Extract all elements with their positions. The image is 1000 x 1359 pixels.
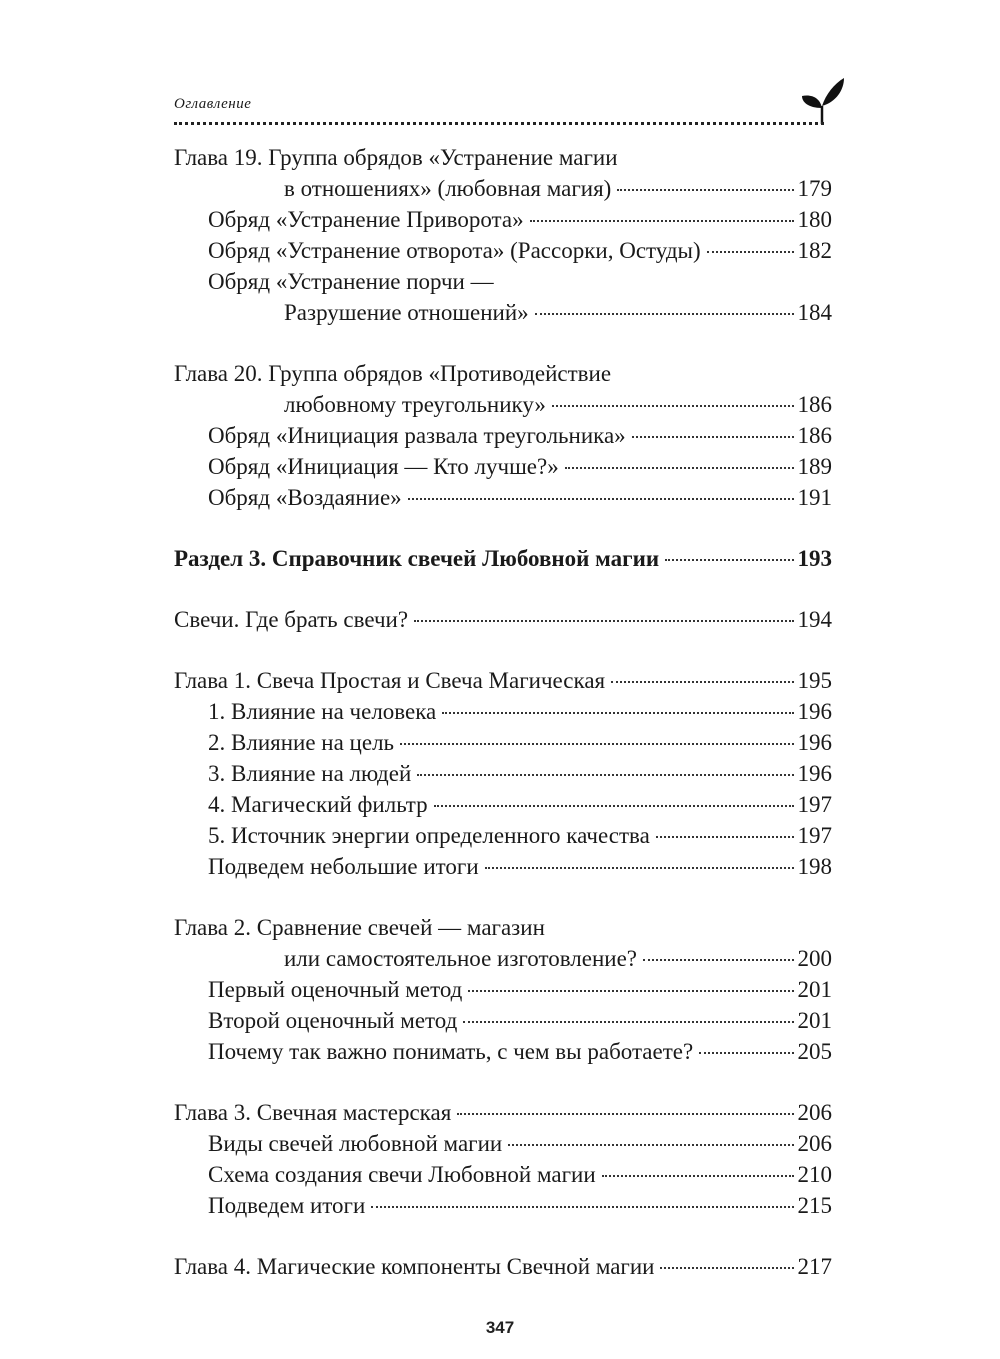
toc-entry-title: Виды свечей любовной магии bbox=[208, 1131, 503, 1156]
leader-dots bbox=[535, 313, 794, 315]
toc-entry-page: 186 bbox=[797, 423, 832, 448]
leader-dots bbox=[665, 559, 793, 561]
toc-entry-page: 197 bbox=[797, 823, 832, 848]
toc-entry[interactable] bbox=[174, 1251, 832, 1282]
toc-entry-page: 194 bbox=[797, 607, 832, 632]
toc-entry[interactable] bbox=[174, 665, 832, 696]
toc-entry-page: 195 bbox=[797, 668, 832, 693]
toc-entry-page: 206 bbox=[797, 1131, 832, 1156]
toc-entry[interactable] bbox=[174, 789, 832, 820]
toc-entry-page: 191 bbox=[797, 485, 832, 510]
leader-dots bbox=[463, 1021, 793, 1023]
toc-entry-title: Второй оценочный метод bbox=[208, 1008, 458, 1033]
leader-dots bbox=[611, 681, 793, 683]
toc-entry[interactable] bbox=[174, 1190, 832, 1221]
toc-entry-page: 184 bbox=[797, 300, 832, 325]
toc-entry[interactable] bbox=[174, 604, 832, 635]
leader-dots bbox=[656, 836, 794, 838]
toc-entry-title: Глава 20. Группа обрядов «Противодействие bbox=[174, 361, 612, 386]
toc-entry-page: 215 bbox=[797, 1193, 832, 1218]
toc-section-entry[interactable] bbox=[174, 543, 832, 574]
leader-dots bbox=[457, 1113, 793, 1115]
leader-dots bbox=[632, 436, 794, 438]
leader-dots bbox=[508, 1144, 793, 1146]
toc-entry-title: Обряд «Устранение отворота» (Рассорки, Остуды) bbox=[208, 238, 701, 263]
leader-dots bbox=[643, 959, 793, 961]
toc-entry[interactable] bbox=[174, 758, 832, 789]
toc-entry-title: Обряд «Устранение порчи — bbox=[208, 269, 494, 294]
toc-entry[interactable] bbox=[174, 696, 832, 727]
toc-entry-page: 201 bbox=[797, 1008, 832, 1033]
toc-entry-page: 200 bbox=[797, 946, 832, 971]
toc-entry[interactable] bbox=[174, 173, 832, 204]
leader-dots bbox=[408, 498, 794, 500]
toc-entry[interactable] bbox=[174, 451, 832, 482]
toc-entry-title: Обряд «Инициация развала треугольника» bbox=[208, 423, 626, 448]
toc-entry-title: Подведем небольшие итоги bbox=[208, 854, 479, 879]
toc-entry-title: Глава 4. Магические компоненты Свечной магии bbox=[174, 1254, 655, 1279]
toc-entry-title: Схема создания свечи Любовной магии bbox=[208, 1162, 596, 1187]
toc-entry-title: Подведем итоги bbox=[208, 1193, 366, 1218]
leader-dots bbox=[699, 1052, 793, 1054]
toc-entry-title: Глава 19. Группа обрядов «Устранение магии bbox=[174, 145, 618, 170]
leader-dots bbox=[371, 1206, 793, 1208]
toc-entry-title: Разрушение отношений» bbox=[284, 300, 529, 325]
leader-dots bbox=[660, 1267, 793, 1269]
toc-entry-title: 3. Влияние на людей bbox=[208, 761, 412, 786]
toc-entry-page: 182 bbox=[797, 238, 832, 263]
running-header-title: Оглавление bbox=[174, 96, 252, 112]
toc-entry-title: в отношениях» (любовная магия) bbox=[284, 176, 612, 201]
toc-entry-page: 180 bbox=[797, 207, 832, 232]
toc-entry[interactable] bbox=[174, 851, 832, 882]
toc-entry-page: 196 bbox=[797, 699, 832, 724]
toc-entry-title: любовному треугольнику» bbox=[284, 392, 546, 417]
toc-entry[interactable] bbox=[174, 420, 832, 451]
toc-entry[interactable] bbox=[174, 142, 832, 173]
toc-entry-title: Обряд «Воздаяние» bbox=[208, 485, 402, 510]
toc-entry[interactable] bbox=[174, 820, 832, 851]
toc-entry[interactable] bbox=[174, 266, 832, 297]
toc-entry-title: Раздел 3. Справочник свечей Любовной магии bbox=[174, 546, 660, 571]
toc-entry[interactable] bbox=[174, 389, 832, 420]
leader-dots bbox=[414, 620, 793, 622]
toc-entry-page: 196 bbox=[797, 761, 832, 786]
leader-dots bbox=[565, 467, 794, 469]
leader-dots bbox=[442, 712, 793, 714]
leader-dots bbox=[434, 805, 794, 807]
toc-entry[interactable] bbox=[174, 1097, 832, 1128]
toc-entry[interactable] bbox=[174, 1159, 832, 1190]
toc-entry-page: 186 bbox=[797, 392, 832, 417]
leader-dots bbox=[602, 1175, 794, 1177]
toc-entry[interactable] bbox=[174, 235, 832, 266]
toc-entry[interactable] bbox=[174, 943, 832, 974]
toc-entry-page: 206 bbox=[797, 1100, 832, 1125]
toc-entry-page: 205 bbox=[797, 1039, 832, 1064]
toc-entry-title: 2. Влияние на цель bbox=[208, 730, 395, 755]
toc-entry[interactable] bbox=[174, 204, 832, 235]
toc-entry[interactable] bbox=[174, 358, 832, 389]
leaf-sprout-icon bbox=[800, 76, 846, 126]
toc-entry-title: 4. Магический фильтр bbox=[208, 792, 428, 817]
toc-entry-page: 189 bbox=[797, 454, 832, 479]
toc-entry-title: Свечи. Где брать свечи? bbox=[174, 607, 409, 632]
toc-entry[interactable] bbox=[174, 727, 832, 758]
toc-entry[interactable] bbox=[174, 912, 832, 943]
leader-dots bbox=[617, 189, 793, 191]
leader-dots bbox=[707, 251, 794, 253]
toc-entry-title: Обряд «Устранение Приворота» bbox=[208, 207, 524, 232]
toc-entry-page: 210 bbox=[797, 1162, 832, 1187]
toc-entry-page: 217 bbox=[797, 1254, 832, 1279]
leader-dots bbox=[468, 990, 793, 992]
toc-entry-title: Первый оценочный метод bbox=[208, 977, 463, 1002]
toc-entry[interactable] bbox=[174, 482, 832, 513]
leader-dots bbox=[485, 867, 794, 869]
page-number: 347 bbox=[485, 1318, 515, 1337]
toc-entry[interactable] bbox=[174, 974, 832, 1005]
toc-entry-page: 198 bbox=[797, 854, 832, 879]
toc-entry-title: 5. Источник энергии определенного качества bbox=[208, 823, 650, 848]
leader-dots bbox=[552, 405, 794, 407]
leader-dots bbox=[530, 220, 794, 222]
leader-dots bbox=[417, 774, 793, 776]
toc-entry[interactable] bbox=[174, 1128, 832, 1159]
toc-entry-title: Глава 3. Свечная мастерская bbox=[174, 1100, 452, 1125]
toc-entry-page: 193 bbox=[797, 546, 832, 571]
table-of-contents bbox=[174, 142, 832, 1282]
toc-entry-page: 196 bbox=[797, 730, 832, 755]
toc-entry-page: 201 bbox=[797, 977, 832, 1002]
toc-entry-title: Глава 2. Сравнение свечей — магазин bbox=[174, 915, 545, 940]
toc-entry-title: или самостоятельное изготовление? bbox=[284, 946, 638, 971]
toc-entry-title: 1. Влияние на человека bbox=[208, 699, 437, 724]
toc-entry-title: Глава 1. Свеча Простая и Свеча Магическая bbox=[174, 668, 606, 693]
toc-entry[interactable] bbox=[174, 297, 832, 328]
toc-entry-title: Почему так важно понимать, с чем вы работаете? bbox=[208, 1039, 694, 1064]
leader-dots bbox=[400, 743, 793, 745]
toc-entry-page: 197 bbox=[797, 792, 832, 817]
toc-entry-title: Обряд «Инициация — Кто лучше?» bbox=[208, 454, 559, 479]
toc-entry-page: 179 bbox=[797, 176, 832, 201]
header-dotted-rule bbox=[174, 122, 824, 125]
toc-entry[interactable] bbox=[174, 1005, 832, 1036]
toc-entry[interactable] bbox=[174, 1036, 832, 1067]
